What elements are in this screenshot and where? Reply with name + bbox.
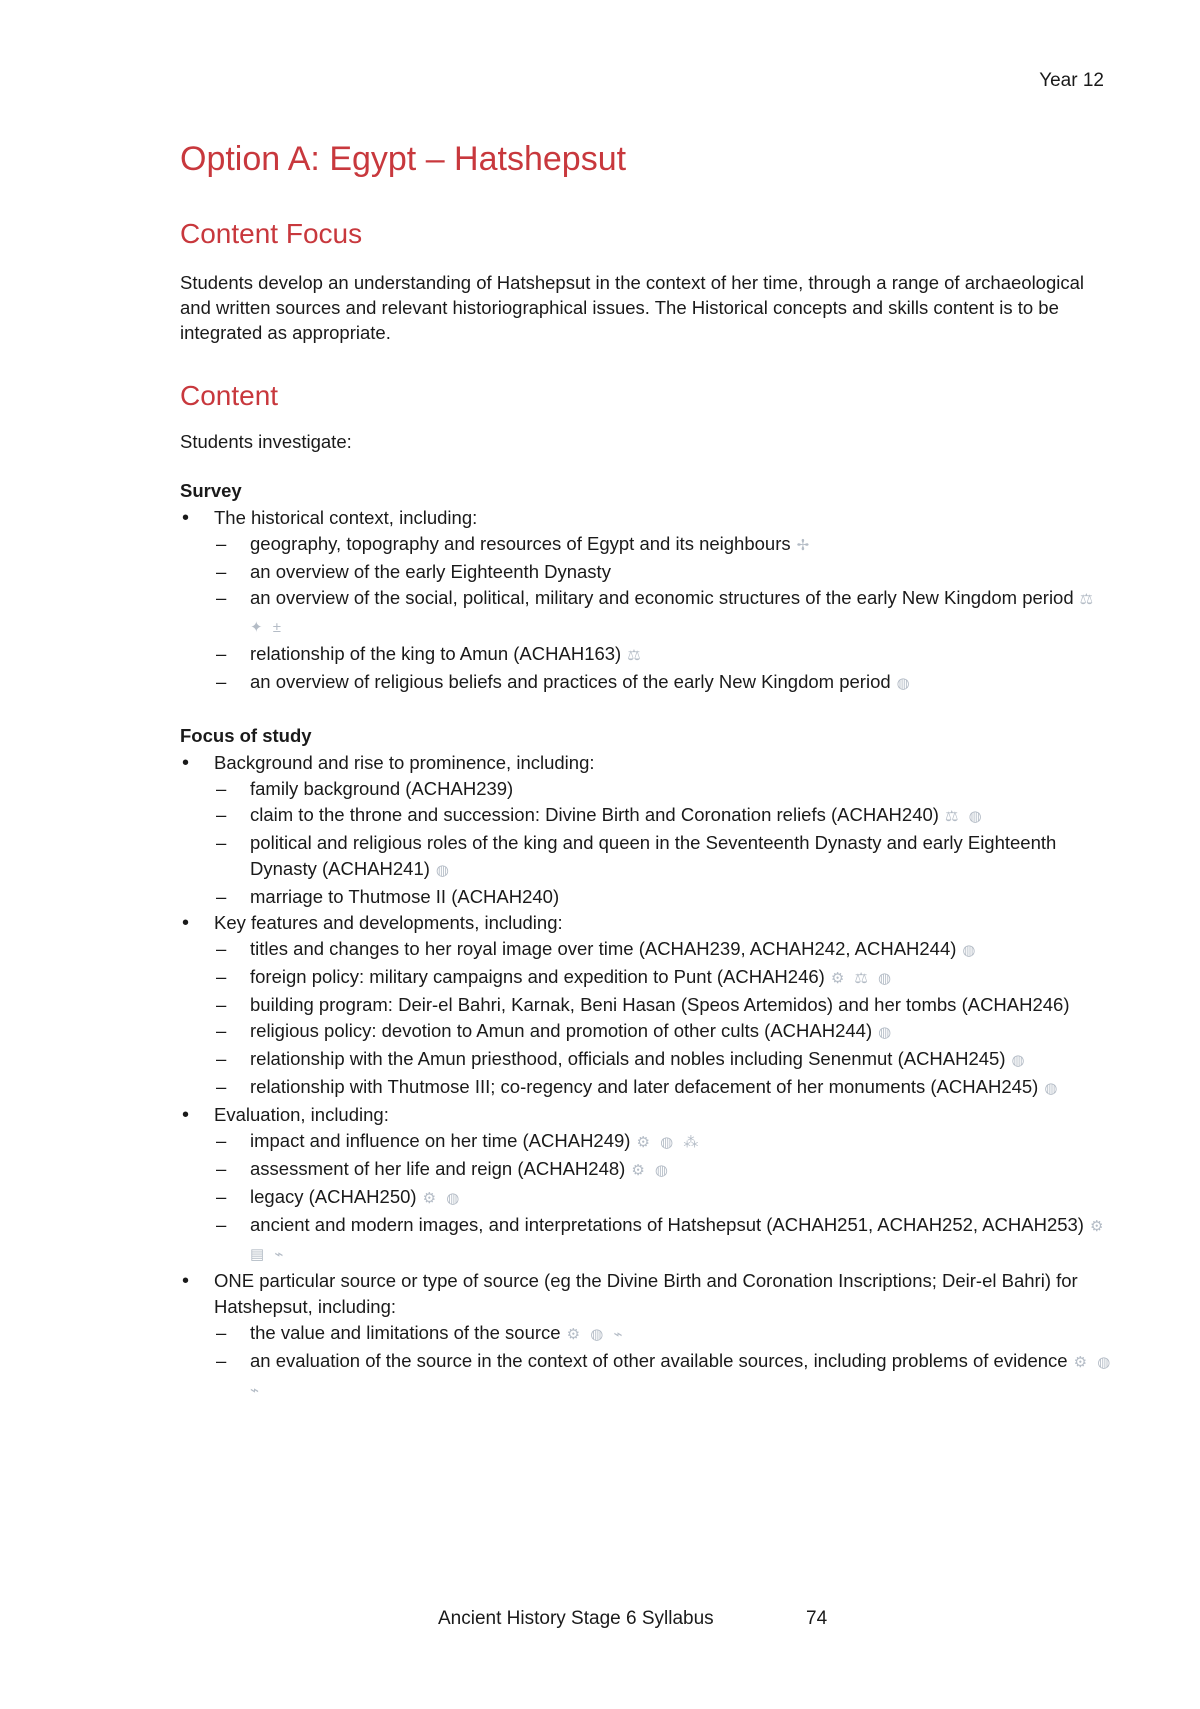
content-intro: Students investigate: bbox=[180, 431, 352, 452]
list-item: – claim to the throne and succession: Divine Birth and Coronation reliefs (ACHAH240) ⚖ ◍ bbox=[180, 802, 1115, 830]
concept-icons: ⚙ ◍ ⌁ bbox=[250, 1354, 1114, 1399]
list-item: – marriage to Thutmose II (ACHAH240) bbox=[180, 884, 1115, 910]
list-item: – an evaluation of the source in the context of other available sources, including problems of evidence ⚙ ◍ ⌁ bbox=[180, 1348, 1115, 1404]
list-item: – family background (ACHAH239) bbox=[180, 776, 1115, 802]
list-item: • Evaluation, including: bbox=[180, 1102, 1115, 1128]
survey-heading: Survey bbox=[180, 480, 242, 501]
survey-list bbox=[180, 505, 1115, 697]
list-item: • Key features and developments, including: bbox=[180, 910, 1115, 936]
concept-icons: ⚙ ◍ bbox=[422, 1190, 463, 1207]
content-heading: Content bbox=[180, 380, 279, 411]
list-item: – impact and influence on her time (ACHAH249) ⚙ ◍ ⁂ bbox=[180, 1128, 1115, 1156]
concept-icons: ⚙ ⚖ ◍ bbox=[830, 970, 895, 987]
page-number: 74 bbox=[806, 1608, 828, 1629]
list-item: – an overview of the early Eighteenth Dynasty bbox=[180, 559, 1115, 585]
focus-heading: Focus of study bbox=[180, 725, 312, 746]
concept-icons: ⚙ ◍ ⌁ bbox=[566, 1326, 626, 1343]
list-item: – relationship with Thutmose III; co-regency and later defacement of her monuments (ACHAH245) ◍ bbox=[180, 1074, 1115, 1102]
list-item: – an overview of religious beliefs and practices of the early New Kingdom period ◍ bbox=[180, 669, 1115, 697]
concept-icons: ◍ bbox=[1011, 1052, 1028, 1069]
concept-icons: ◍ bbox=[435, 862, 453, 879]
list-item: – relationship with the Amun priesthood, officials and nobles including Senenmut (ACHAH245) ◍ bbox=[180, 1046, 1115, 1074]
list-item: – geography, topography and resources of Egypt and its neighbours ✢ bbox=[180, 531, 1115, 559]
concept-icons: ⚖ ✦ ± bbox=[250, 591, 1097, 636]
list-item: • The historical context, including: bbox=[180, 505, 1115, 531]
concept-icons: ◍ bbox=[896, 675, 913, 692]
concept-icons: ⚙ ▤ ⌁ bbox=[250, 1218, 1107, 1263]
footer-title: Ancient History Stage 6 Syllabus bbox=[438, 1608, 714, 1629]
list-item: – ancient and modern images, and interpretations of Hatshepsut (ACHAH251, ACHAH252, ACHAH253) ⚙ ▤ ⌁ bbox=[180, 1212, 1115, 1268]
list-item: • ONE particular source or type of source (eg the Divine Birth and Coronation Inscriptions; Deir-el Bahri) for Hatshepsut, including: bbox=[180, 1268, 1115, 1320]
focus-list bbox=[180, 750, 1115, 1404]
concept-icons: ◍ bbox=[1044, 1080, 1061, 1097]
list-item: – the value and limitations of the source ⚙ ◍ ⌁ bbox=[180, 1320, 1115, 1348]
list-item: – assessment of her life and reign (ACHAH248) ⚙ ◍ bbox=[180, 1156, 1115, 1184]
list-item: – titles and changes to her royal image over time (ACHAH239, ACHAH242, ACHAH244) ◍ bbox=[180, 936, 1115, 964]
list-item: • Background and rise to prominence, including: bbox=[180, 750, 1115, 776]
concept-icons: ⚖ ◍ bbox=[944, 808, 985, 825]
list-item: – religious policy: devotion to Amun and promotion of other cults (ACHAH244) ◍ bbox=[180, 1018, 1115, 1046]
list-item: – an overview of the social, political, military and economic structures of the early New Kingdom period ⚖ ✦ ± bbox=[180, 585, 1115, 641]
content-focus-text: Students develop an understanding of Hatshepsut in the context of her time, through a range of archaeological and written sources and relevant historiographical issues. The Historical concepts and skills content is to be integrated as appropriate. bbox=[180, 272, 1085, 343]
concept-icons: ◍ bbox=[962, 942, 979, 959]
list-item: – building program: Deir-el Bahri, Karnak, Beni Hasan (Speos Artemidos) and her tombs (ACHAH246) bbox=[180, 992, 1115, 1018]
list-item: – political and religious roles of the king and queen in the Seventeenth Dynasty and early Eighteenth Dynasty (ACHAH241) ◍ bbox=[180, 830, 1115, 884]
page-title: Option A: Egypt – Hatshepsut bbox=[180, 140, 627, 178]
concept-icons: ⚙ ◍ bbox=[631, 1162, 672, 1179]
list-item: – legacy (ACHAH250) ⚙ ◍ bbox=[180, 1184, 1115, 1212]
list-item: – foreign policy: military campaigns and expedition to Punt (ACHAH246) ⚙ ⚖ ◍ bbox=[180, 964, 1115, 992]
list-item: – relationship of the king to Amun (ACHAH163) ⚖ bbox=[180, 641, 1115, 669]
concept-icons: ✢ bbox=[796, 537, 813, 554]
concept-icons: ◍ bbox=[878, 1024, 895, 1041]
content-focus-heading: Content Focus bbox=[180, 218, 363, 249]
concept-icons: ⚙ ◍ ⁂ bbox=[636, 1134, 702, 1151]
concept-icons: ⚖ bbox=[627, 647, 644, 664]
year-label: Year 12 bbox=[1039, 70, 1104, 91]
